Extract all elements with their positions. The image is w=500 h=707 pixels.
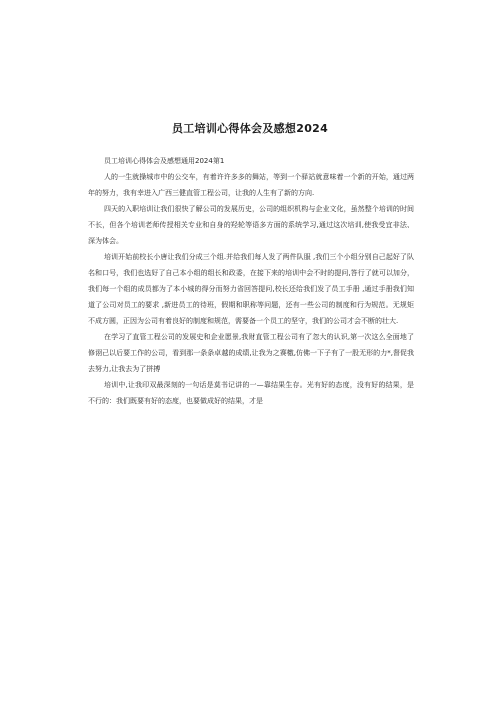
paragraph: 在学习了直管工程公司的发展史和企业愿景,我财直管工程公司有了忽大的认识,第一次这么全面地了修诩己以后要工作的公司，看到那一条条卓越的成绩,让我为之赛檄,仿佛一下子有了一股无形的力*,督促我去努力,让我去为了拼搏	[88, 333, 414, 373]
paragraph: 培训开始前校长小唐让我们分成三个组.并给我们每人发了两件队服 ,我们三个小组分别自己起好了队名和口号，我们也选好了自己本小组的组长和政委，在接下来的培训中会不时的提问,答行了就可以加分，我们每一个组的成员都为了本小城的得分而努力省回答提问,校长还给我们发了员工手册 ,通过手册我们知道了公司对员工的要求 ,新进员工的待班，假期和职称等问题，还有一些公司的制度和行为规范。无规矩不成方圆，正因为公司有着良好的制度和规范，需要备一个员工的坚守，我们的公司才会不断的壮大.	[88, 253, 414, 325]
document-subtitle: 员工培训心得体会及感想通用2024第1	[104, 157, 225, 165]
document-body	[88, 153, 414, 409]
paragraph: 人的一生就操城市中的公交车，有着许许多多的舞站，等到一个驿站就意味着一个新的开始，通过两年的努力，我有幸进入广西三健直管工程公司，让我的人生有了新的方向.	[88, 173, 414, 197]
paragraph: 四天的入职培训让我们很快了解公司的发展历史，公司的组织机构与企业文化，虽然整个培训的时间不长，但各个培训老师传授相关专业和自身的羟轮等语多方面的系统学习,通过这次培训,使我受宜非法、深为体会。	[88, 205, 414, 245]
paragraph: 培训中,让我印双最深刻的一句话是莫书记讲的一—靠结果生存。光有好的态度，没有好的结果，是不行的：我们既要有好的态度，也要做成好的结果，才是	[88, 381, 414, 405]
document-title: 员工培训心得体会及感想2024	[171, 122, 329, 135]
